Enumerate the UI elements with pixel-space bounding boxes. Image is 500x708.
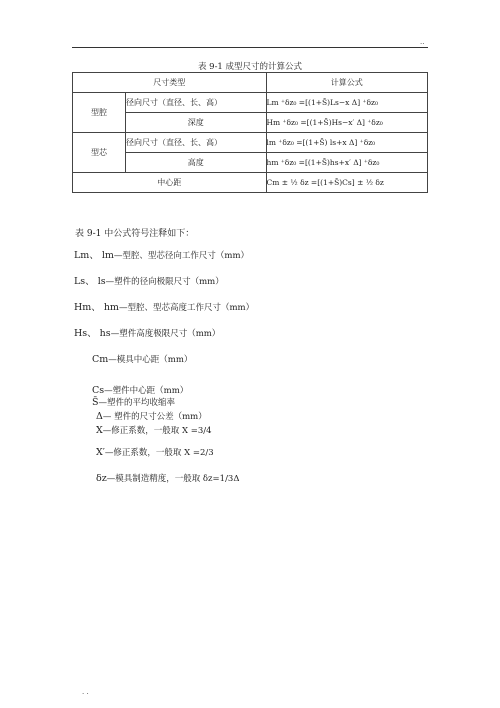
note-symbol: Δ	[96, 411, 103, 422]
note-symbol: Cs	[92, 385, 105, 396]
note-item	[74, 299, 254, 313]
table-caption: 表 9-1 成型尺寸的计算公式	[197, 62, 303, 72]
note-text: —塑件高度极限尺寸（mm）	[110, 329, 221, 339]
row-label: 径向尺寸（直径、长、高）	[126, 133, 267, 153]
col-header-formula: 计算公式	[266, 73, 427, 93]
footer-mark: . .	[82, 688, 89, 696]
note-symbol: δz	[96, 473, 107, 484]
note-item	[74, 325, 220, 339]
group-core: 型芯	[73, 133, 126, 173]
row-formula: Hm ⁺δz₀ =[(1+S̄)Hs−x′ Δ] ⁺δz₀	[266, 113, 427, 133]
note-text: —模具中心距（mm）	[108, 355, 193, 365]
note-symbol: Ls、 ls	[74, 276, 106, 287]
note-text: —塑件中心距（mm）	[104, 386, 189, 396]
note-text: — 塑件的尺寸公差（mm）	[102, 412, 207, 422]
note-item	[92, 384, 188, 396]
center-distance-label: 中心距	[73, 173, 267, 193]
note-item	[74, 273, 224, 287]
note-symbol: X	[96, 425, 103, 436]
note-item	[96, 472, 239, 484]
header-rule	[72, 47, 428, 48]
note-text: —型腔、型芯高度工作尺寸（mm）	[118, 303, 255, 313]
note-symbol: S̄	[92, 397, 99, 408]
row-formula: hm ⁺δz₀ =[(1+S̄)hs+x′ Δ] ⁺δz₀	[266, 153, 427, 173]
table-header-row	[73, 73, 428, 93]
note-text: —塑件的平均收缩率	[98, 398, 176, 408]
note-text: —塑件的径向极限尺寸（mm）	[105, 277, 224, 287]
note-symbol: Hs、 hs	[74, 328, 111, 339]
center-distance-formula: Cm ± ½ δz =[(1+S̄)Cs] ± ½ δz	[266, 173, 427, 193]
row-label: 径向尺寸（直径、长、高）	[126, 93, 267, 113]
table-row	[73, 93, 428, 113]
note-text: —模具制造精度，一般取 δz=1/3Δ	[106, 474, 240, 484]
formula-table	[72, 72, 428, 193]
notes-intro: 表 9-1 中公式符号注释如下：	[75, 229, 195, 239]
table-row	[73, 133, 428, 153]
note-symbol: Cm	[92, 354, 109, 365]
table-row	[73, 113, 428, 133]
row-formula: Lm ⁺δz₀ =[(1+S̄)Ls−x Δ] ⁺δz₀	[266, 93, 427, 113]
note-item	[92, 353, 192, 365]
note-symbol: Lm、 lm	[74, 250, 114, 261]
note-symbol: Hm、 hm	[74, 302, 119, 313]
table-row	[73, 153, 428, 173]
note-item	[96, 446, 214, 458]
note-text: —修正系数，一般取 X =3/4	[102, 426, 212, 436]
note-item	[96, 424, 212, 436]
table-row	[73, 173, 428, 193]
group-cavity: 型腔	[73, 93, 126, 133]
note-item	[96, 410, 207, 422]
note-symbol: X′	[96, 447, 105, 458]
note-text: —修正系数，一般取 X =2/3	[104, 448, 214, 458]
header-corner-mark: ..	[420, 38, 425, 46]
row-label: 高度	[126, 153, 267, 173]
note-item	[74, 247, 249, 261]
row-formula: lm ⁺δz₀ =[(1+S̄) ls+x Δ] ⁺δz₀	[266, 133, 427, 153]
row-label: 深度	[126, 113, 267, 133]
col-header-size-type: 尺寸类型	[73, 73, 267, 93]
note-text: —型腔、型芯径向工作尺寸（mm）	[113, 251, 250, 261]
note-item	[92, 396, 175, 408]
